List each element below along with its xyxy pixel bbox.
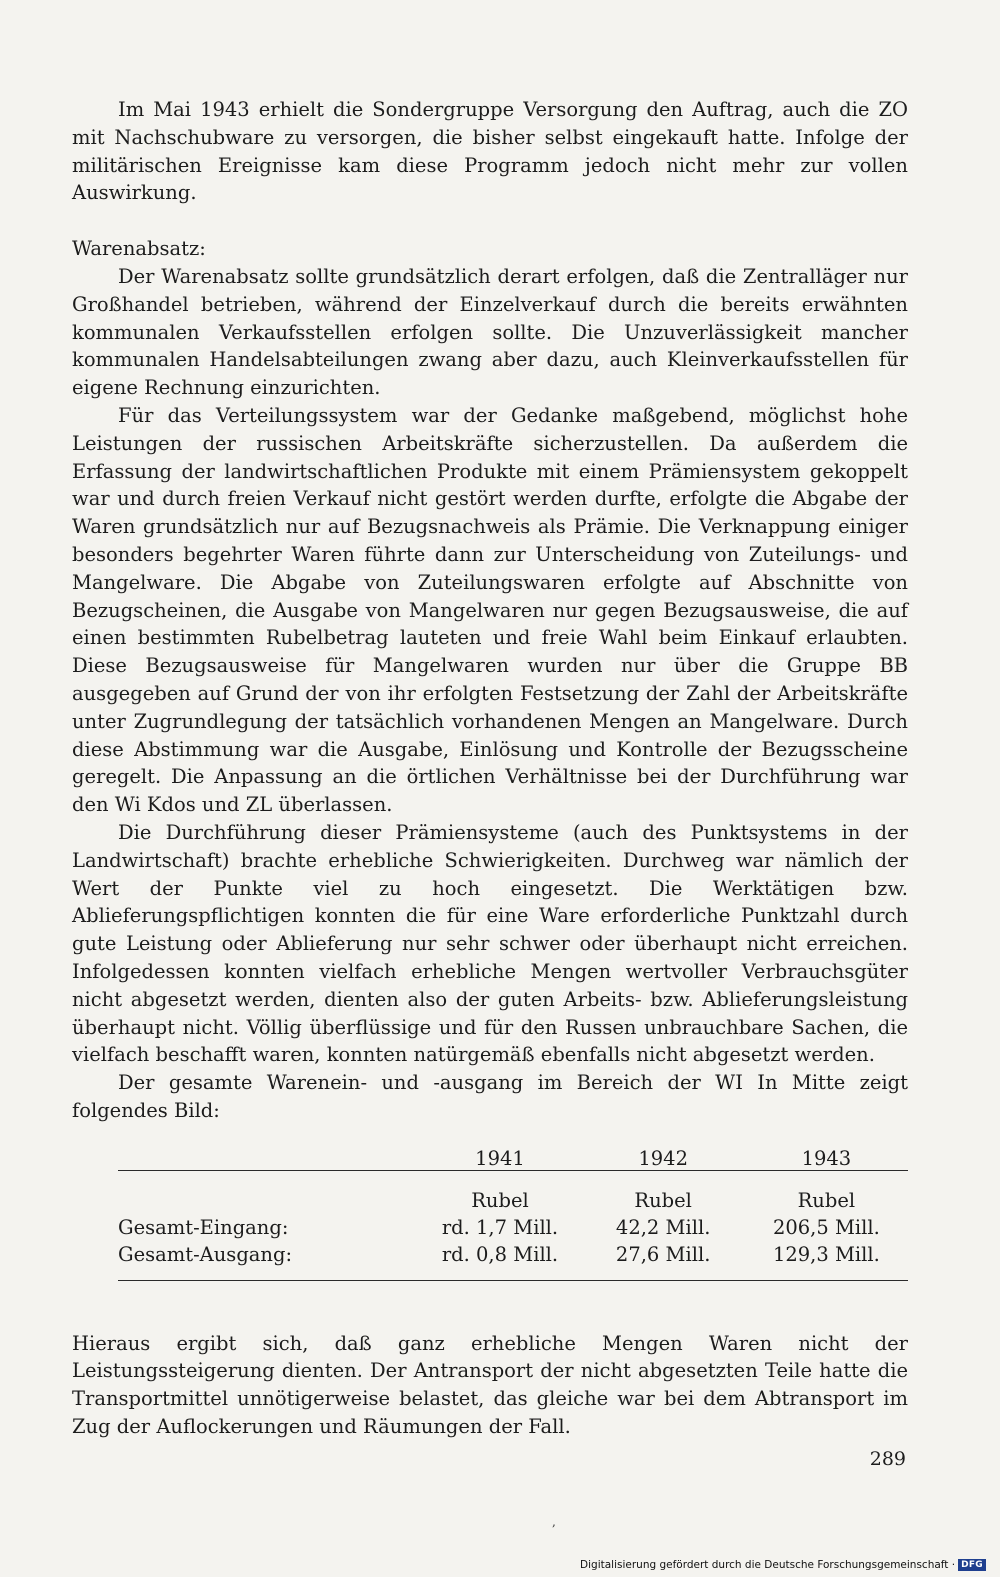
year-1942: 1942 bbox=[638, 1146, 688, 1170]
dfg-logo: DFG bbox=[958, 1559, 986, 1571]
table-cell: 129,3 Mill. bbox=[772, 1242, 880, 1266]
body-paragraph-1: Der Warenabsatz sollte grundsätzlich derart erfolgen, daß die Zentralläger nur Großhandel betrieben, während der Einzelverkauf durch die bereits erwähnten kommunalen Verkaufsstellen erfolgen sollte. Die Unzuverlässigkeit mancher kommunalen Handelsabteilungen zwang aber dazu, auch Kleinverkaufsstellen für eigene Rechnung einzurichten. bbox=[72, 264, 908, 400]
year-1941: 1941 bbox=[475, 1146, 525, 1170]
year-1943: 1943 bbox=[801, 1146, 852, 1170]
body-paragraph-3: Die Durchführung dieser Prämiensysteme (auch des Punktsystems in der Landwirtschaft) brachte erhebliche Schwierigkeiten. Durchweg war nämlich der Wert der Punkte viel zu hoch eingesetzt. Die Werktätigen bzw. Ablieferungspflichtigen konnten die für eine Ware erforderliche Punktzahl durch gute Leistung oder Ablieferung nur sehr schwer oder überhaupt nicht erreichen. Infolgedessen konnten vielfach erhebliche Mengen wertvoller Verbrauchsgüter nicht abgesetzt werden, dienten also der guten Arbeits- bzw. Ablieferungsleistung überhaupt nicht. Völlig überflüssige und für den Russen unbrauchbare Sachen, die vielfach beschafft waren, konnten natürgemäß ebenfalls nicht abgesetzt werden. bbox=[72, 820, 908, 1067]
unit-cell: Rubel bbox=[634, 1188, 692, 1212]
scan-speck: , bbox=[552, 1515, 556, 1529]
unit-cell: Rubel bbox=[471, 1188, 529, 1212]
row-label: Gesamt-Ausgang: bbox=[118, 1242, 293, 1266]
goods-flow-table bbox=[118, 1143, 908, 1308]
page-body bbox=[72, 96, 908, 1441]
section-heading: Warenabsatz: bbox=[72, 237, 206, 261]
table-cell: 42,2 Mill. bbox=[615, 1215, 711, 1239]
table-cell: 27,6 Mill. bbox=[615, 1242, 711, 1266]
table-row bbox=[118, 1212, 908, 1239]
paragraph-gap bbox=[72, 207, 908, 235]
table-header-row bbox=[118, 1143, 908, 1171]
body-paragraph-2: Für das Verteilungssystem war der Gedanke maßgebend, möglichst hohe Leistungen der russischen Arbeitskräfte sicherzustellen. Da außerdem die Erfassung der landwirtschaftlichen Produkte mit einem Prämiensystem gekoppelt war und durch freien Verkauf nicht gestört werden durfte, erfolgte die Abgabe der Waren grundsätzlich nur auf Bezugsnachweis als Prämie. Die Verknappung einiger besonders begehrter Waren führte dann zur Unterscheidung von Zuteilungs- und Mangelware. Die Abgabe von Zuteilungswaren erfolgte auf Abschnitte von Bezugscheinen, die Ausgabe von Mangelwaren nur gegen Bezugsausweise, die auf einen bestimmten Rubelbetrag lauteten und freie Wahl beim Einkauf erlaubten. Diese Bezugsausweise für Mangelwaren wurden nur über die Gruppe BB ausgegeben auf Grund der von ihr erfolgten Festsetzung der Zahl der Arbeitskräfte unter Zugrundlegung der tatsächlich vorhandenen Mengen an Mangelware. Durch diese Abstimmung war die Ausgabe, Einlösung und Kontrolle der Bezugsscheine geregelt. Die Anpassung an die örtlichen Verhältnisse bei der Durchführung war den Wi Kdos und ZL überlassen. bbox=[72, 403, 908, 817]
intro-paragraph: Im Mai 1943 erhielt die Sondergruppe Versorgung den Auftrag, auch die ZO mit Nachschubware zu versorgen, die bisher selbst eingekauft hatte. Infolge der militärischen Ereignisse kam diese Programm jedoch nicht mehr zur vollen Auswirkung. bbox=[72, 98, 908, 205]
row-label: Gesamt-Eingang: bbox=[118, 1215, 289, 1239]
table-row bbox=[118, 1239, 908, 1266]
unit-cell: Rubel bbox=[797, 1188, 856, 1212]
closing-paragraph: Hieraus ergibt sich, daß ganz erhebliche Mengen Waren nicht der Leistungssteigerung dienten. Der Antransport der nicht abgesetzten Teile hatte die Transportmittel unnötigerweise belastet, das gleiche war bei dem Abtransport im Zug der Auflockerungen und Räumungen der Fall. bbox=[72, 1331, 908, 1439]
digitization-credit bbox=[580, 1559, 986, 1571]
credit-text: Digitalisierung gefördert durch die Deutsche Forschungsgemeinschaft · bbox=[580, 1559, 956, 1571]
table-unit-row bbox=[118, 1185, 908, 1212]
table-cell: rd. 0,8 Mill. bbox=[441, 1242, 559, 1266]
page-number: 289 bbox=[869, 1448, 906, 1470]
table-cell: rd. 1,7 Mill. bbox=[441, 1215, 559, 1239]
body-paragraph-4: Der gesamte Warenein- und -ausgang im Bereich der WI In Mitte zeigt folgendes Bild: bbox=[72, 1071, 908, 1122]
table-bottom-rule bbox=[118, 1280, 908, 1308]
table-cell: 206,5 Mill. bbox=[772, 1215, 880, 1239]
